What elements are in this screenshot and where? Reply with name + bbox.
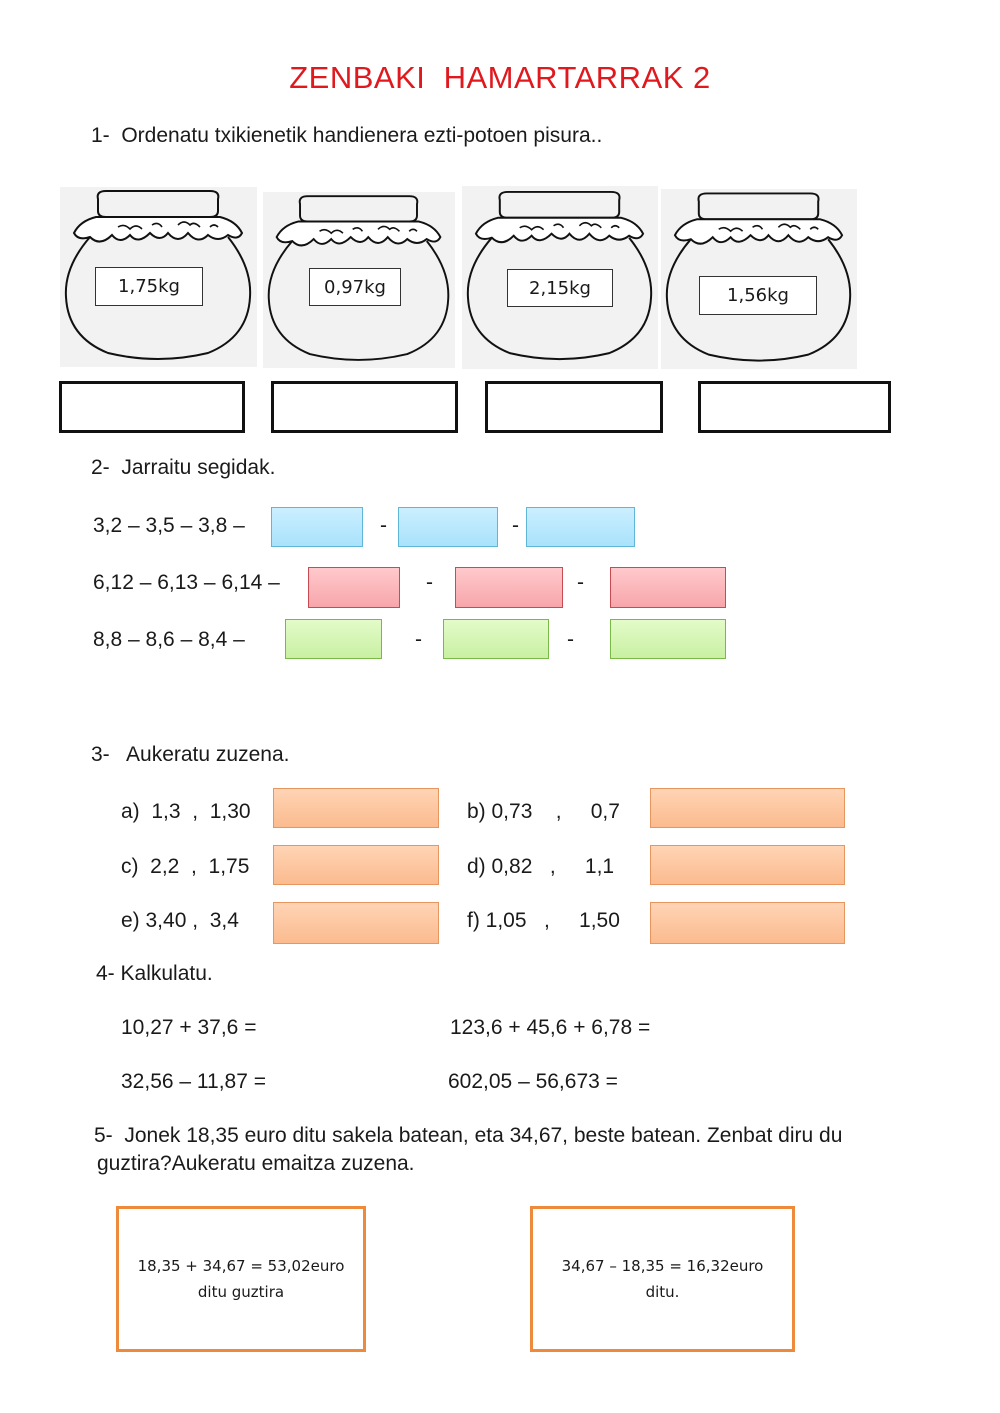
jar-weight-label: 0,97kg xyxy=(309,268,401,306)
sequence-2-answer-1[interactable] xyxy=(308,567,400,608)
separator: - xyxy=(380,514,387,537)
operation-2: 123,6 + 45,6 + 6,78 = xyxy=(450,1016,651,1039)
choice-answer-a[interactable] xyxy=(273,788,439,828)
jar-1 xyxy=(60,187,257,367)
operation-4: 602,05 – 56,673 = xyxy=(448,1070,618,1093)
choice-answer-e[interactable] xyxy=(273,902,439,944)
question-3-prompt: 3- Aukeratu zuzena. xyxy=(91,743,290,766)
operation-1: 10,27 + 37,6 = xyxy=(121,1016,257,1039)
question-1-prompt: 1- Ordenatu txikienetik handienera ezti-potoen pisura.. xyxy=(91,124,603,147)
choice-answer-c[interactable] xyxy=(273,845,439,885)
jar-weight-label: 2,15kg xyxy=(507,269,613,307)
order-answer-1[interactable] xyxy=(59,381,245,433)
order-answer-3[interactable] xyxy=(485,381,663,433)
choice-answer-f[interactable] xyxy=(650,902,845,944)
jar-weight-label: 1,56kg xyxy=(699,276,817,315)
question-5-prompt-line-1: 5- Jonek 18,35 euro ditu sakela batean, eta 34,67, beste batean. Zenbat diru du xyxy=(94,1124,843,1147)
jar-3 xyxy=(462,186,658,369)
answer-option-2-line-2: ditu. xyxy=(645,1283,680,1301)
question-2-prompt: 2- Jarraitu segidak. xyxy=(91,456,276,479)
separator: - xyxy=(512,514,519,537)
choice-answer-d[interactable] xyxy=(650,845,845,885)
choice-item-c: c) 2,2 , 1,75 xyxy=(121,855,250,878)
order-answer-2[interactable] xyxy=(271,381,458,433)
sequence-3-answer-2[interactable] xyxy=(443,619,549,659)
page-title: ZENBAKI HAMARTARRAK 2 xyxy=(289,60,711,95)
answer-option-1[interactable] xyxy=(116,1206,366,1352)
choice-item-d: d) 0,82 , 1,1 xyxy=(467,855,615,878)
answer-option-2-line-1: 34,67 – 18,35 = 16,32euro xyxy=(561,1257,764,1275)
separator: - xyxy=(426,571,433,594)
answer-option-1-line-1: 18,35 + 34,67 = 53,02euro xyxy=(137,1257,345,1275)
operation-3: 32,56 – 11,87 = xyxy=(121,1070,266,1093)
separator: - xyxy=(577,571,584,594)
sequence-2-answer-2[interactable] xyxy=(455,567,563,608)
separator: - xyxy=(415,628,422,651)
sequence-3-answer-1[interactable] xyxy=(285,619,382,659)
jar-4 xyxy=(661,189,857,369)
choice-item-e: e) 3,40 , 3,4 xyxy=(121,909,239,932)
choice-item-b: b) 0,73 , 0,7 xyxy=(467,800,620,823)
sequence-3-answer-3[interactable] xyxy=(610,619,726,659)
jar-2 xyxy=(263,192,455,368)
choice-answer-b[interactable] xyxy=(650,788,845,828)
order-answer-4[interactable] xyxy=(698,381,891,433)
choice-item-f: f) 1,05 , 1,50 xyxy=(467,909,620,932)
sequence-1-text: 3,2 – 3,5 – 3,8 – xyxy=(93,514,245,537)
sequence-1-answer-3[interactable] xyxy=(526,507,635,547)
sequence-3-text: 8,8 – 8,6 – 8,4 – xyxy=(93,628,245,651)
question-4-prompt: 4- Kalkulatu. xyxy=(96,962,213,985)
jar-weight-label: 1,75kg xyxy=(95,267,203,306)
question-5-prompt-line-2: guztira?Aukeratu emaitza zuzena. xyxy=(97,1152,415,1175)
sequence-2-answer-3[interactable] xyxy=(610,567,726,608)
answer-option-2[interactable] xyxy=(530,1206,795,1352)
separator: - xyxy=(567,628,574,651)
choice-item-a: a) 1,3 , 1,30 xyxy=(121,800,251,823)
sequence-1-answer-2[interactable] xyxy=(398,507,498,547)
answer-option-1-line-2: ditu guztira xyxy=(197,1283,285,1301)
sequence-1-answer-1[interactable] xyxy=(271,507,363,547)
sequence-2-text: 6,12 – 6,13 – 6,14 – xyxy=(93,571,280,594)
